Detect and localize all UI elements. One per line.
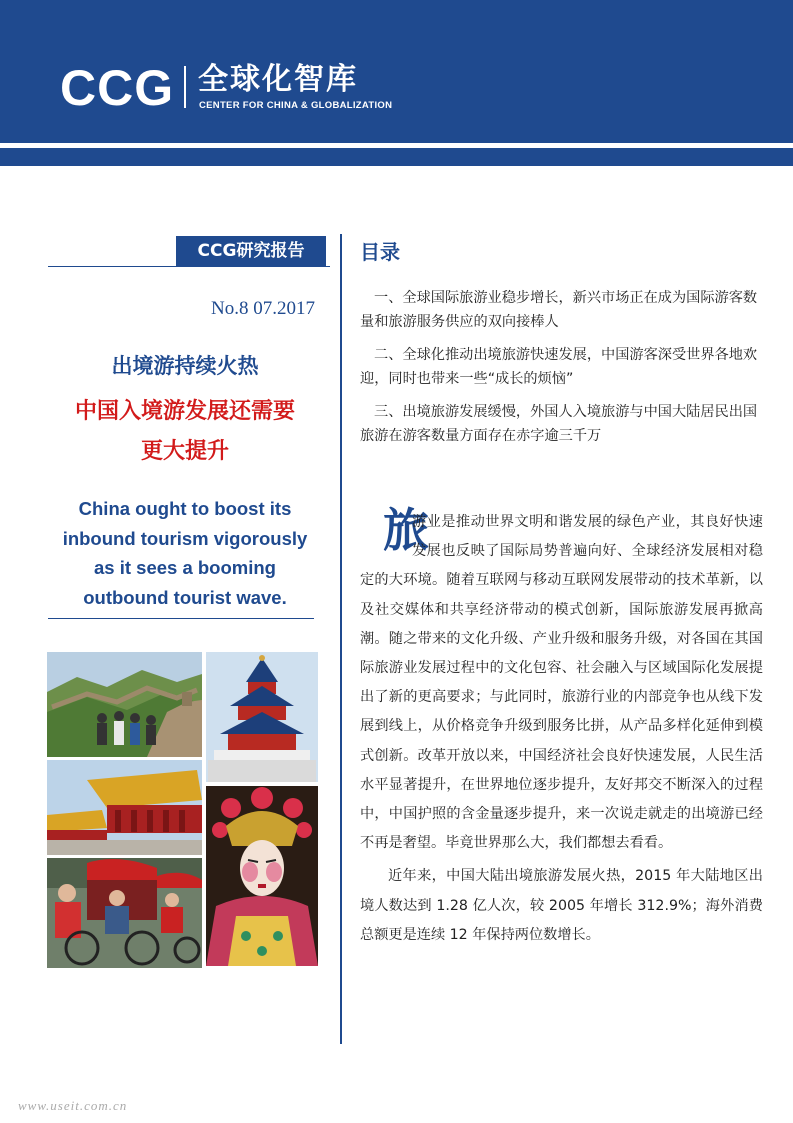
english-title-line: outbound tourist wave. [83,586,287,608]
forbidden-city-photo [47,760,202,855]
rickshaw-photo [47,858,202,968]
title-line-1: 出境游持续火热 [111,354,259,378]
english-title-line: inbound tourism vigorously [62,527,308,549]
ccg-logo: CCG [60,60,175,116]
great-wall-photo [47,652,202,757]
toc-item: 三、出境旅游发展缓慢，外国人入境旅游与中国大陆居民出国旅游在游客数量方面存在赤字逾三千万 [360,404,758,444]
body-text [360,508,763,950]
title-line-2: 中国入境游发展还需要 [74,399,295,424]
logo-divider [184,66,186,108]
left-rule [48,618,314,619]
english-title-line: as it sees a booming [94,557,276,578]
title-line-3: 更大提升 [140,439,229,464]
toc-heading: 目录 [360,240,400,264]
report-tag-rule [48,266,330,267]
body-paragraph: 游业是推动世界文明和谐发展的绿色产业，其良好快速发展也反映了国际局势普遍向好、全球经济发展相对稳定的大环境。随着互联网与移动互联网发展带动的技术革新，以及社交媒体和共享经济带动的模式创新，国际旅游发展再掀高潮。随之带来的文化升级、产业升级和服务升级，对各国在其国际旅游业发展过程中的文化包容、社会融入与区域国际化发展提出了新的更高要求；与此同时，旅游行业的内部竞争也从线下发展到线上，从价格竞争升级到服务比拼，从产品多样化延伸到模式创新。改革开放以来，中国经济社会良好快速发展，人民生活水平显著提升，在世界地位逐步提升，友好邦交不断深入的过程中，中国护照的含金量逐步提升，来一次说走就走的出境游已经不再是奢望。毕竟世界那么大，我们都想去看看。 [360,514,763,852]
toc-item: 二、全球化推动出境旅游快速发展，中国游客深受世界各地欢迎，同时也带来一些“成长的烦恼” [360,347,758,387]
header-stripe [0,148,793,166]
org-name-en: CENTER FOR CHINA & GLOBALIZATION [199,100,393,111]
report-tag: CCG研究报告 [176,236,326,266]
peking-opera-photo [206,786,318,966]
body-paragraph: 近年来，中国大陆出境旅游发展火热，2015 年大陆地区出境人数达到 1.28 亿人次，较 2005 年增长 312.9%；海外消费总额更是连续 12 年保持两位数增长。 [360,868,763,943]
toc-item: 一、全球国际旅游业稳步增长，新兴市场正在成为国际游客数量和旅游服务供应的双向接棒人 [360,290,758,330]
english-title [40,494,330,612]
issue-number: No.8 07.2017 [211,298,315,319]
temple-of-heaven-photo [206,652,318,782]
org-name-cn: 全球化智库 [198,62,358,97]
drop-cap: 旅 [383,503,429,557]
english-title-line: China ought to boost its [78,498,292,519]
toc-list [360,286,760,457]
column-divider [340,234,342,1044]
title-red-block [40,392,330,472]
watermark: www.useit.com.cn [18,1098,128,1113]
